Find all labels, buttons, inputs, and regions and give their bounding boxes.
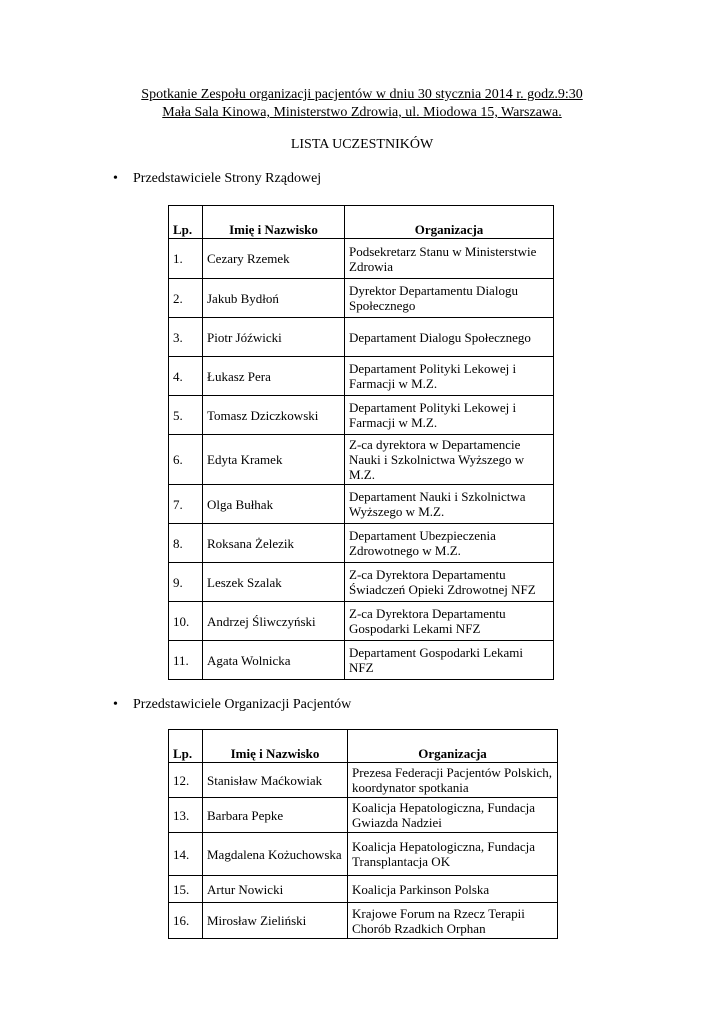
row-name: Agata Wolnicka [203,641,345,680]
row-organization: Departament Polityki Lekowej i Farmacji w M.Z. [345,396,554,435]
row-lp: 2. [169,279,203,318]
table-row [169,602,554,641]
row-lp: 3. [169,318,203,357]
section2-title: Przedstawiciele Organizacji Pacjentów [133,697,352,712]
row-name: Mirosław Zieliński [203,903,348,939]
table-row [169,798,558,833]
row-lp: 16. [169,903,203,939]
meeting-header [0,86,724,122]
col-lp-header: Lp. [169,206,203,239]
bullet-icon: • [113,697,118,712]
table-row [169,876,558,903]
row-organization: Koalicja Hepatologiczna, Fundacja Transplantacja OK [348,833,558,876]
table-row [169,524,554,563]
table-row [169,239,554,279]
table-header-row [169,206,554,239]
row-lp: 1. [169,239,203,279]
table-row [169,563,554,602]
bullet-icon: • [113,171,118,186]
row-lp: 15. [169,876,203,903]
table-row [169,641,554,680]
row-organization: Departament Dialogu Społecznego [345,318,554,357]
col-name-header: Imię i Nazwisko [203,206,345,239]
row-lp: 12. [169,763,203,798]
row-organization: Departament Ubezpieczenia Zdrowotnego w M.Z. [345,524,554,563]
list-title: LISTA UCZESTNIKÓW [290,137,434,152]
row-organization: Podsekretarz Stanu w Ministerstwie Zdrowia [345,239,554,279]
table-header-row [169,730,558,763]
row-name: Andrzej Śliwczyński [203,602,345,641]
table-row [169,485,554,524]
col-org-header: Organizacja [345,206,554,239]
row-lp: 4. [169,357,203,396]
row-lp: 8. [169,524,203,563]
meeting-title-line2: Mała Sala Kinowa, Ministerstwo Zdrowia, ul. Miodowa 15, Warszawa. [162,105,562,120]
col-lp-header: Lp. [169,730,203,763]
row-lp: 6. [169,435,203,485]
row-name: Tomasz Dziczkowski [203,396,345,435]
row-name: Barbara Pepke [203,798,348,833]
row-name: Magdalena Kożuchowska [203,833,348,876]
row-organization: Prezesa Federacji Pacjentów Polskich, koordynator spotkania [348,763,558,798]
table-row [169,279,554,318]
row-organization: Departament Gospodarki Lekami NFZ [345,641,554,680]
table-row [169,357,554,396]
row-name: Piotr Jóźwicki [203,318,345,357]
government-table [168,205,554,680]
col-org-header: Organizacja [348,730,558,763]
row-name: Jakub Bydłoń [203,279,345,318]
patients-table [168,729,558,939]
row-organization: Z-ca Dyrektora Departamentu Świadczeń Opieki Zdrowotnej NFZ [345,563,554,602]
row-name: Cezary Rzemek [203,239,345,279]
row-lp: 11. [169,641,203,680]
row-name: Leszek Szalak [203,563,345,602]
section1-heading [113,170,321,188]
table-row [169,435,554,485]
row-organization: Departament Nauki i Szkolnictwa Wyższego w M.Z. [345,485,554,524]
col-name-header: Imię i Nazwisko [203,730,348,763]
section2-heading [113,696,351,714]
row-organization: Krajowe Forum na Rzecz Terapii Chorób Rzadkich Orphan [348,903,558,939]
table-row [169,396,554,435]
table-row [169,318,554,357]
meeting-title-line1: Spotkanie Zespołu organizacji pacjentów w dniu 30 stycznia 2014 r. godz.9:30 [141,87,583,102]
table-row [169,763,558,798]
row-organization: Z-ca Dyrektora Departamentu Gospodarki Lekami NFZ [345,602,554,641]
row-name: Łukasz Pera [203,357,345,396]
table-row [169,833,558,876]
row-name: Edyta Kramek [203,435,345,485]
row-lp: 9. [169,563,203,602]
row-lp: 14. [169,833,203,876]
row-organization: Dyrektor Departamentu Dialogu Społecznego [345,279,554,318]
row-lp: 5. [169,396,203,435]
row-organization: Departament Polityki Lekowej i Farmacji w M.Z. [345,357,554,396]
row-lp: 7. [169,485,203,524]
row-lp: 13. [169,798,203,833]
row-name: Roksana Żelezik [203,524,345,563]
table-row [169,903,558,939]
row-name: Stanisław Maćkowiak [203,763,348,798]
government-table-body [169,239,554,680]
row-organization: Koalicja Hepatologiczna, Fundacja Gwiazda Nadziei [348,798,558,833]
row-name: Olga Bułhak [203,485,345,524]
section1-title: Przedstawiciele Strony Rządowej [133,171,322,186]
row-organization: Z-ca dyrektora w Departamencie Nauki i Szkolnictwa Wyższego w M.Z. [345,435,554,485]
row-organization: Koalicja Parkinson Polska [348,876,558,903]
row-lp: 10. [169,602,203,641]
patients-table-body [169,763,558,939]
row-name: Artur Nowicki [203,876,348,903]
